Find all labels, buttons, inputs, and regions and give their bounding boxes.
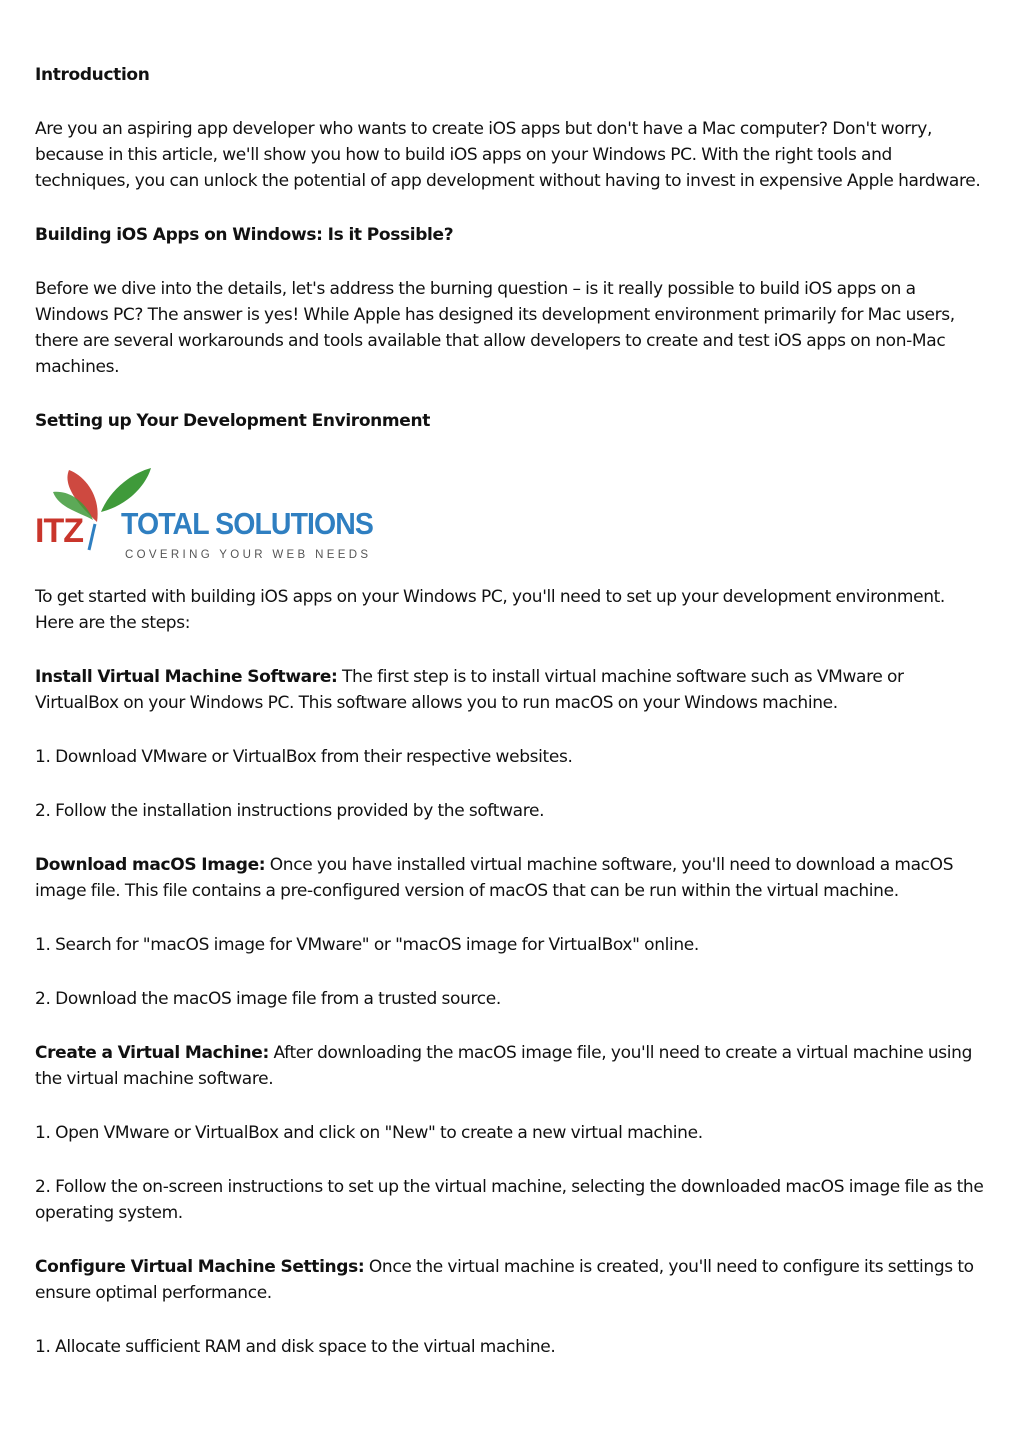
setup-intro-paragraph: To get started with building iOS apps on your Windows PC, you'll need to set up your development environment. Here are the steps: (35, 587, 945, 633)
step-text: After downloading the macOS image file, you'll need to create a virtual machine using the virtual machine software. (35, 1043, 973, 1089)
intro-paragraph: Are you an aspiring app developer who wants to create iOS apps but don't have a Mac computer? Don't worry, because in this article, we'll show you how to build iOS apps on your Windows PC. With the right tools and techniques, you can unlock the potential of app development without having to invest in expensive Apple hardware. (35, 119, 981, 191)
logo-tagline: COVERING YOUR WEB NEEDS (125, 549, 371, 561)
list-item: 1. Allocate sufficient RAM and disk space to the virtual machine. (35, 1337, 556, 1357)
itz-leaves-logo-icon (35, 462, 380, 562)
section-heading-setup: Setting up Your Development Environment (35, 411, 430, 431)
logo-brand-right: TOTAL SOLUTIONS (121, 506, 374, 541)
possible-paragraph: Before we dive into the details, let's address the burning question – is it really possible to build iOS apps on a Windows PC? The answer is yes! While Apple has designed its development environment primarily for Mac users, there are several workarounds and tools available that allow developers to create and test iOS apps on non-Mac machines. (35, 279, 955, 377)
step-text: Once you have installed virtual machine software, you'll need to download a macOS image file. This file contains a pre-configured version of macOS that can be run within the virtual machine. (35, 855, 954, 901)
step-title: Download macOS Image: (35, 855, 266, 875)
step-text: Once the virtual machine is created, you'll need to configure its settings to ensure optimal performance. (35, 1257, 974, 1303)
list-item: 2. Follow the installation instructions provided by the software. (35, 801, 545, 821)
list-item: 1. Download VMware or VirtualBox from their respective websites. (35, 747, 573, 767)
step-install-vm (35, 664, 985, 716)
list-item: 1. Search for "macOS image for VMware" or "macOS image for VirtualBox" online. (35, 935, 699, 955)
list-item: 2. Follow the on-screen instructions to set up the virtual machine, selecting the downloaded macOS image file as the operating system. (35, 1177, 984, 1223)
list-item: 1. Open VMware or VirtualBox and click on "New" to create a new virtual machine. (35, 1123, 703, 1143)
step-configure-vm-settings (35, 1254, 985, 1306)
section-heading-introduction: Introduction (35, 65, 150, 85)
step-download-macos-image (35, 852, 985, 904)
itz-total-solutions-logo (35, 462, 380, 562)
step-create-vm (35, 1040, 985, 1092)
step-text: The first step is to install virtual machine software such as VMware or VirtualBox on your Windows PC. This software allows you to run macOS on your Windows machine. (35, 667, 904, 713)
step-title: Install Virtual Machine Software: (35, 667, 338, 687)
step-title: Configure Virtual Machine Settings: (35, 1257, 365, 1277)
logo-brand-left: ITZ (35, 512, 83, 550)
document-page (35, 62, 985, 1388)
section-heading-possible: Building iOS Apps on Windows: Is it Possible? (35, 225, 454, 245)
step-title: Create a Virtual Machine: (35, 1043, 269, 1063)
list-item: 2. Download the macOS image file from a trusted source. (35, 989, 501, 1009)
leaf-stem (89, 524, 95, 550)
